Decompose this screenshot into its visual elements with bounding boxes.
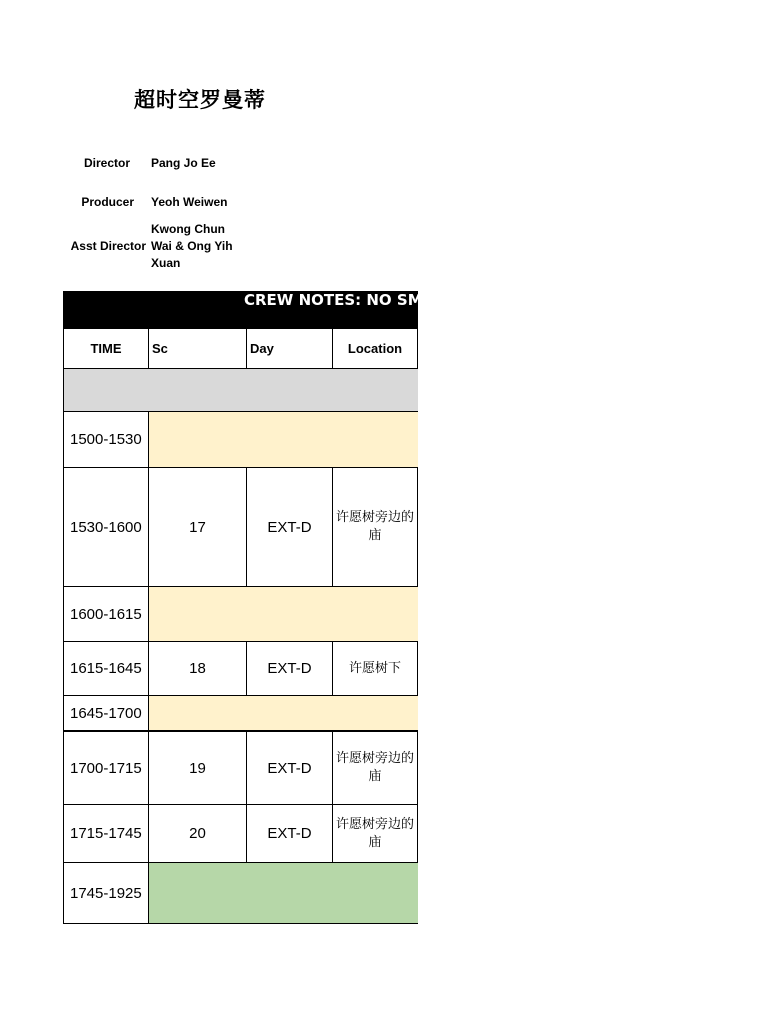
day-cell: EXT-D [247,642,333,696]
wrap-block [149,863,418,924]
header-location: Location [333,329,418,369]
break-block [149,412,418,468]
time-cell: 1745-1925 [63,863,149,924]
header-sc: Sc [149,329,247,369]
asst-director-label: Asst Director [70,239,146,253]
asst-director-value: Kwong Chun Wai & Ong Yih Xuan [151,222,233,270]
location-cell: 许愿树旁边的庙 [333,468,418,587]
crew-notes-bar: CREW NOTES: NO SMOKING [63,291,418,329]
day-cell: EXT-D [247,805,333,863]
header-day: Day [247,329,333,369]
time-cell: 1500-1530 [63,412,149,468]
location-cell: 许愿树旁边的庙 [333,732,418,805]
director-label: Director [83,156,130,170]
producer-label: Producer [81,195,134,209]
break-block [149,696,418,732]
document-title: 超时空罗曼蒂 [134,88,266,112]
producer-value: Yeoh Weiwen [151,195,228,209]
header-time: TIME [63,329,149,369]
scene-cell: 17 [149,468,247,587]
blank-row [63,369,418,412]
break-block [149,587,418,642]
day-cell: EXT-D [247,732,333,805]
director-value: Pang Jo Ee [151,156,216,170]
scene-cell: 18 [149,642,247,696]
time-cell: 1700-1715 [63,732,149,805]
time-cell: 1715-1745 [63,805,149,863]
time-cell: 1600-1615 [63,587,149,642]
scene-cell: 20 [149,805,247,863]
day-cell: EXT-D [247,468,333,587]
scene-cell: 19 [149,732,247,805]
time-cell: 1615-1645 [63,642,149,696]
location-cell: 许愿树旁边的庙 [333,805,418,863]
time-cell: 1645-1700 [63,696,149,732]
location-cell: 许愿树下 [333,642,418,696]
schedule-table [63,291,478,925]
time-cell: 1530-1600 [63,468,149,587]
